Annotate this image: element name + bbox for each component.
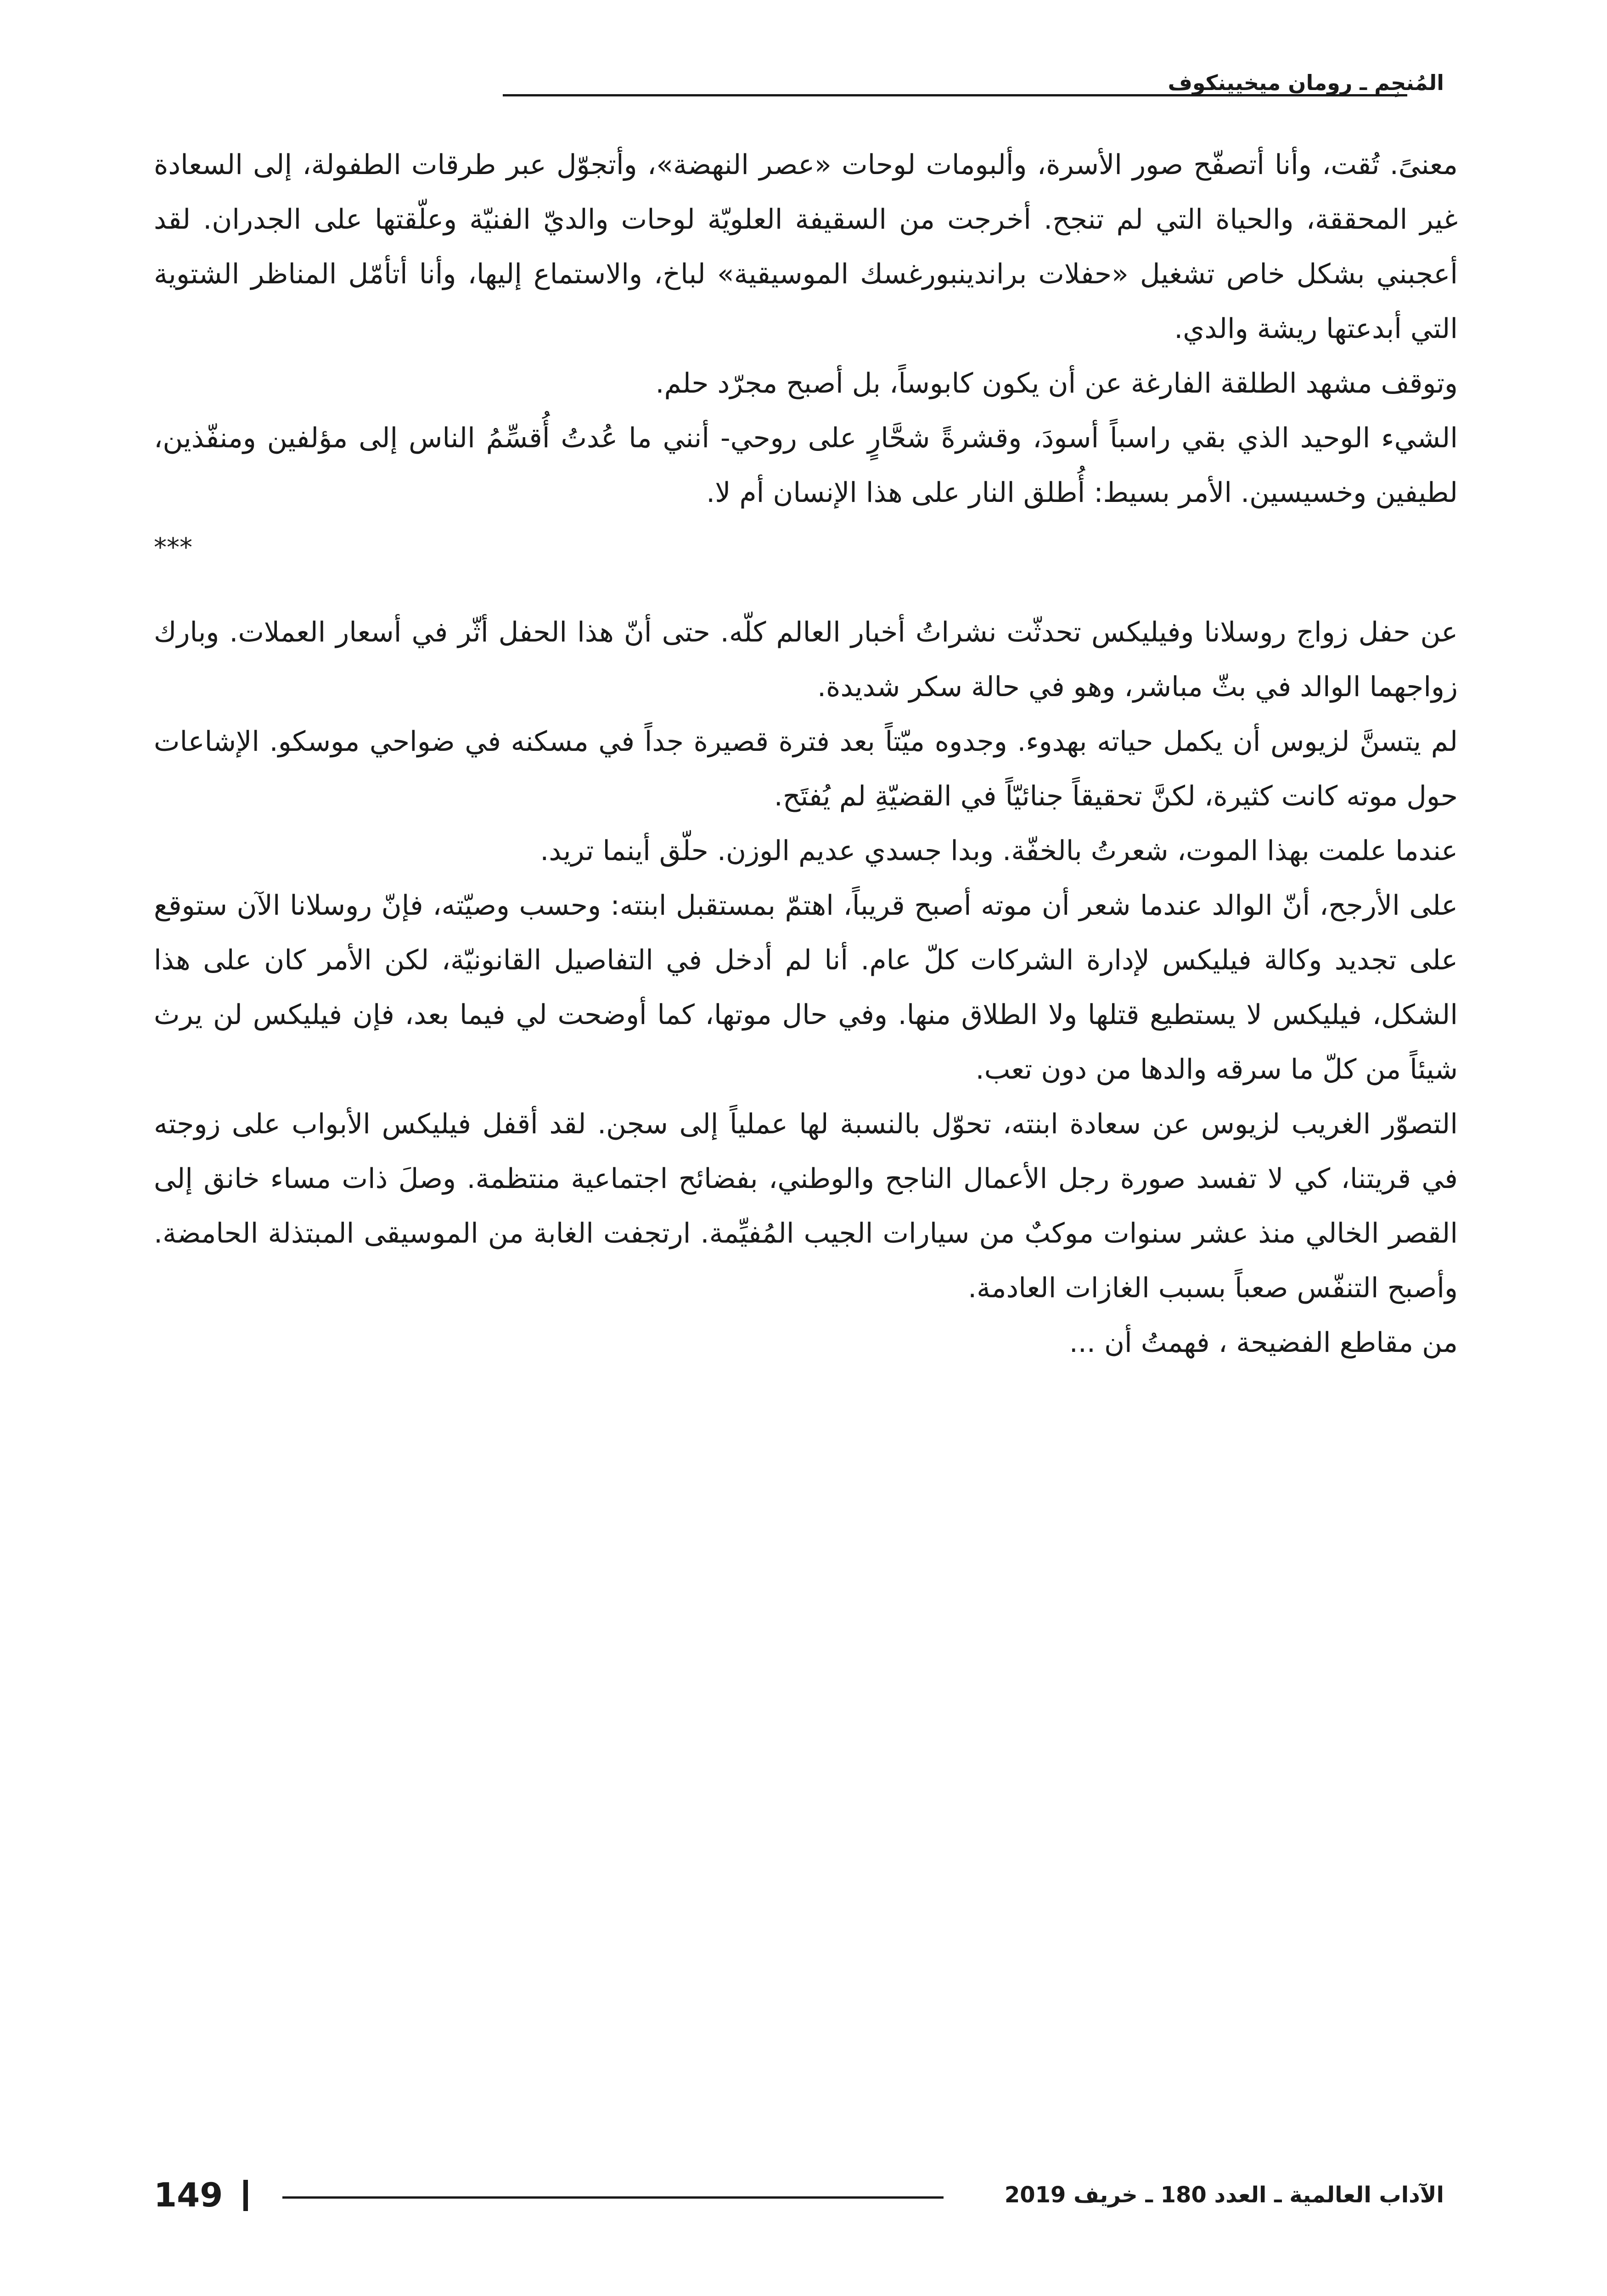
footer-divider [282, 2196, 944, 2199]
header-divider [503, 94, 1407, 96]
page-number: 149 [154, 2176, 223, 2214]
article-body [154, 138, 1458, 1370]
paragraph: لم يتسنَّ لزيوس أن يكمل حياته بهدوء. وجدوه ميّتاً بعد فترة قصيرة جداً في مسكنه في ضواحي موسكو. الإشاعات حول موته كانت كثيرة، لكنَّ تحقيقاً جنائيّاً في القضيّةِ لم يُفتَح. [154, 726, 1458, 812]
running-header [0, 69, 1607, 124]
paragraph: من مقاطع الفضيحة ، فهمتُ أن ... [1069, 1327, 1458, 1359]
paragraph: وتوقف مشهد الطلقة الفارغة عن أن يكون كابوساً، بل أصبح مجرّد حلم. [655, 367, 1458, 400]
paragraph: على الأرجح، أنّ الوالد عندما شعر أن موته أصبح قريباً، اهتمّ بمستقبل ابنته: وحسب وصيّته، فإنّ روسلانا الآن ستوقع على تجديد وكالة فيليكس لإدارة الشركات كلّ عام. أنا لم أدخل في التفاصيل القانونيّة، لكن الأمر كان على هذا الشكل، فيليكس لا يستطيع قتلها ولا الطلاق منها. وفي حال موتها، كما أوضحت لي فيما بعد، فإن فيليكس لن يرث شيئاً من كلّ ما سرقه والدها من دون تعب. [154, 889, 1458, 1086]
page-footer [0, 2174, 1607, 2229]
page-number-bar [243, 2180, 248, 2211]
paragraph: التصوّر الغريب لزيوس عن سعادة ابنته، تحوّل بالنسبة لها عملياً إلى سجن. لقد أقفل فيليكس الأبواب على زوجته في قريتنا، كي لا تفسد صورة رجل الأعمال الناجح والوطني، بفضائح اجتماعية منتظمة. وصلَ ذات مساء خانق إلى القصر الخالي منذ عشر سنوات موكبٌ من سيارات الجيب المُفيِّمة. ارتجفت الغابة من الموسيقى المبتذلة الحامضة. وأصبح التنفّس صعباً بسبب الغازات العادمة. [154, 1108, 1458, 1304]
paragraph: عن حفل زواج روسلانا وفيليكس تحدثّت نشراتُ أخبار العالم كلّه. حتى أنّ هذا الحفل أثّر في أسعار العملات. وبارك زواجهما الوالد في بثّ مباشر، وهو في حالة سكر شديدة. [154, 616, 1458, 703]
paragraph: معنىً. تُقت، وأنا أتصفّح صور الأسرة، وألبومات لوحات «عصر النهضة»، وأتجوّل عبر طرقات الطفولة، إلى السعادة غير المحققة، والحياة التي لم تنجح. أخرجت من السقيفة العلويّة لوحات والديّ الفنيّة وعلّقتها على الجدران. لقد أعجبني بشكل خاص تشغيل «حفلات براندينبورغسك الموسيقية» لباخ، والاستماع إليها، وأنا أتأمّل المناظر الشتوية التي أبدعتها ريشة والدي. [154, 149, 1458, 345]
running-title: المُنجِم ـ رومان ميخيينكوف [1168, 70, 1444, 95]
section-separator: *** [154, 533, 192, 563]
journal-issue: الآداب العالمية ـ العدد 180 ـ خريف 2019 [1004, 2182, 1444, 2208]
paragraph: عندما علمت بهذا الموت، شعرتُ بالخفّة. وبدا جسدي عديم الوزن. حلّق أينما تريد. [540, 835, 1458, 867]
paragraph: الشيء الوحيد الذي بقي راسباً أسودَ، وقشرةً شحَّارٍ على روحي- أنني ما عُدتُ أُقسِّمُ الناس إلى مؤلفين ومنفّذين، لطيفين وخسيسين. الأمر بسيط: أُطلق النار على هذا الإنسان أم لا. [154, 422, 1458, 509]
